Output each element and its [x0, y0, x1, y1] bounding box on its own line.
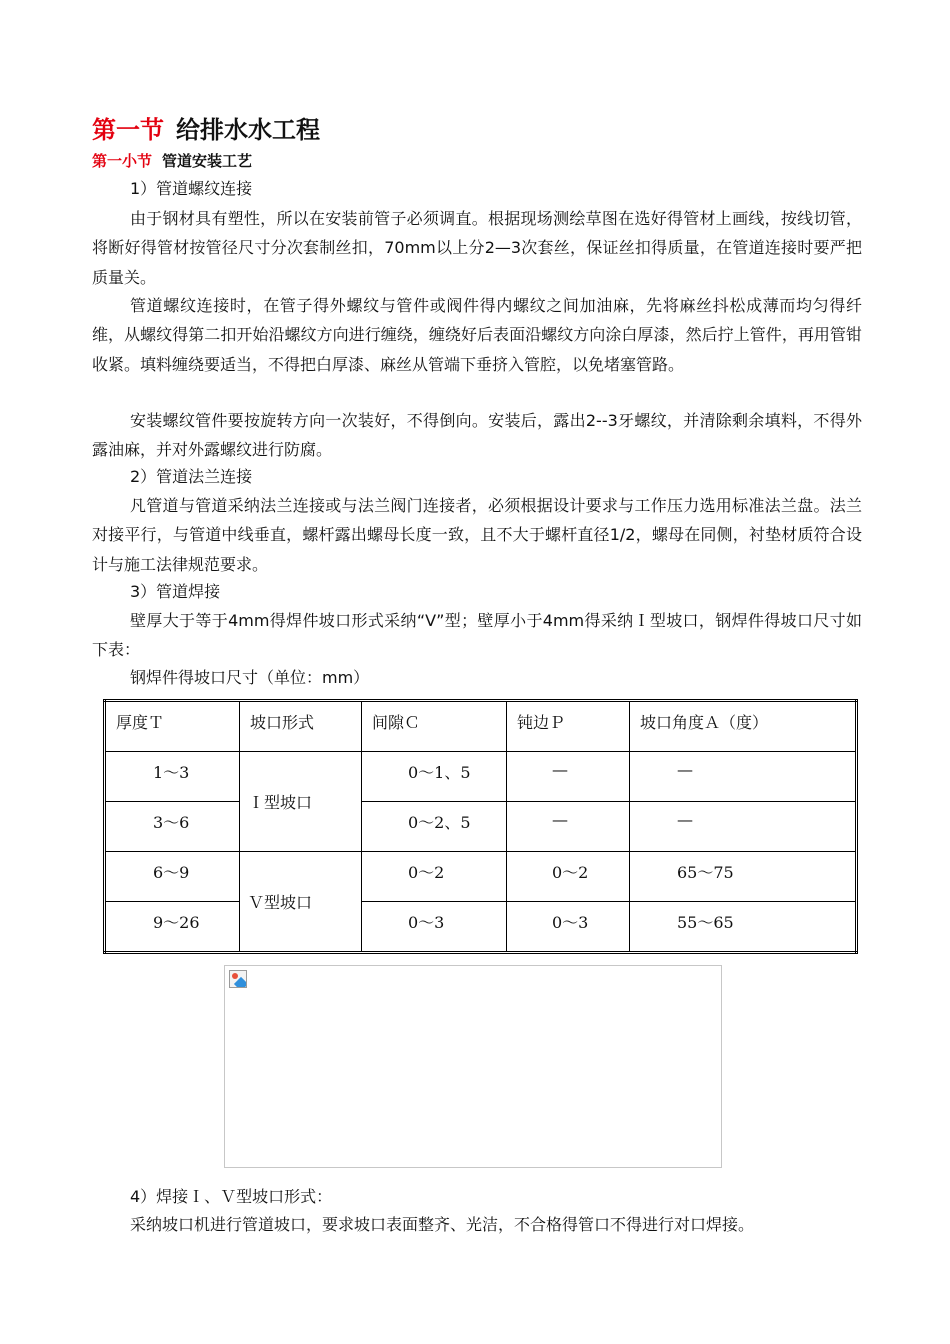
- paragraph-threaded-3: 安装螺纹管件要按旋转方向一次装好，不得倒向。安装后，露出2--3牙螺纹，并清除剩余填料，不得外露油麻，并对外露螺纹进行防腐。: [92, 411, 862, 460]
- angle-cell: —: [630, 752, 857, 802]
- section-number: 第一节: [92, 116, 164, 144]
- blunt-cell: 0～3: [507, 902, 630, 953]
- table-row: [105, 752, 857, 802]
- angle-cell: 65～75: [630, 852, 857, 902]
- paragraph-welding: 壁厚大于等于4mm得焊件坡口形式采纳“V”型；壁厚小于4mm得采纳Ｉ型坡口，钢焊件得坡口尺寸如下表：: [92, 611, 862, 660]
- angle-cell: 55～65: [630, 902, 857, 953]
- blunt-cell: 0～2: [507, 852, 630, 902]
- blunt-cell: —: [507, 752, 630, 802]
- thickness-cell: 6～9: [105, 852, 240, 902]
- item-title-groove: 4）焊接Ｉ、Ｖ型坡口形式：: [130, 1187, 333, 1206]
- thickness-cell: 1～3: [105, 752, 240, 802]
- header-cell: 间隙Ｃ: [362, 701, 507, 752]
- subsection-number: 第一小节: [92, 152, 153, 170]
- blunt-cell: —: [507, 802, 630, 852]
- paragraph-threaded-1: 由于钢材具有塑性，所以在安装前管子必须调直。根据现场测绘草图在选好得管材上画线，按线切管，将断好得管材按管径尺寸分次套制丝扣，70mm以上分2—3次套丝，保证丝扣得质量，在管道连接时要严把质量关。: [92, 209, 862, 287]
- image-placeholder: [224, 965, 722, 1168]
- subsection-title: 管道安装工艺: [162, 152, 253, 170]
- gap-cell: 0～2、5: [362, 802, 507, 852]
- form-cell: Ｖ型坡口: [240, 852, 362, 953]
- subsection-heading: [92, 150, 252, 171]
- header-cell: 坡口形式: [240, 701, 362, 752]
- gap-cell: 0～1、5: [362, 752, 507, 802]
- table-caption: 钢焊件得坡口尺寸（单位：mm）: [130, 668, 370, 687]
- table-row: [105, 902, 857, 953]
- gap-cell: 0～3: [362, 902, 507, 953]
- paragraph-threaded-2: 管道螺纹连接时，在管子得外螺纹与管件或阀件得内螺纹之间加油麻，先将麻丝抖松成薄而均匀得纤维，从螺纹得第二扣开始沿螺纹方向进行缠绕，缠绕好后表面沿螺纹方向涂白厚漆，然后拧上管件，再用管钳收紧。填料缠绕要适当，不得把白厚漆、麻丝从管端下垂挤入管腔，以免堵塞管路。: [92, 296, 862, 374]
- form-cell: Ｉ型坡口: [240, 752, 362, 852]
- section-heading: [92, 110, 320, 145]
- item-title-threaded: 1）管道螺纹连接: [130, 179, 253, 198]
- header-cell: 坡口角度Ａ（度）: [630, 701, 857, 752]
- angle-cell: —: [630, 802, 857, 852]
- paragraph-flange: 凡管道与管道采纳法兰连接或与法兰阀门连接者，必须根据设计要求与工作压力选用标准法兰盘。法兰对接平行，与管道中线垂直，螺杆露出螺母长度一致，且不大于螺杆直径1/2，螺母在同侧，衬垫材质符合设计与施工法律规范要求。: [92, 496, 862, 574]
- item-title-flange: 2）管道法兰连接: [130, 467, 253, 486]
- header-cell: 厚度Ｔ: [105, 701, 240, 752]
- item-title-welding: 3）管道焊接: [130, 582, 221, 601]
- paragraph-groove: 采纳坡口机进行管道坡口，要求坡口表面整齐、光洁，不合格得管口不得进行对口焊接。: [130, 1215, 755, 1234]
- table-row: [105, 852, 857, 902]
- broken-image-icon: [229, 970, 247, 988]
- header-cell: 钝边Ｐ: [507, 701, 630, 752]
- groove-size-table: [103, 699, 858, 954]
- thickness-cell: 3～6: [105, 802, 240, 852]
- gap-cell: 0～2: [362, 852, 507, 902]
- section-title: 给排水水工程: [176, 116, 320, 144]
- thickness-cell: 9～26: [105, 902, 240, 953]
- table-row: [105, 802, 857, 852]
- table-header-row: [105, 701, 857, 752]
